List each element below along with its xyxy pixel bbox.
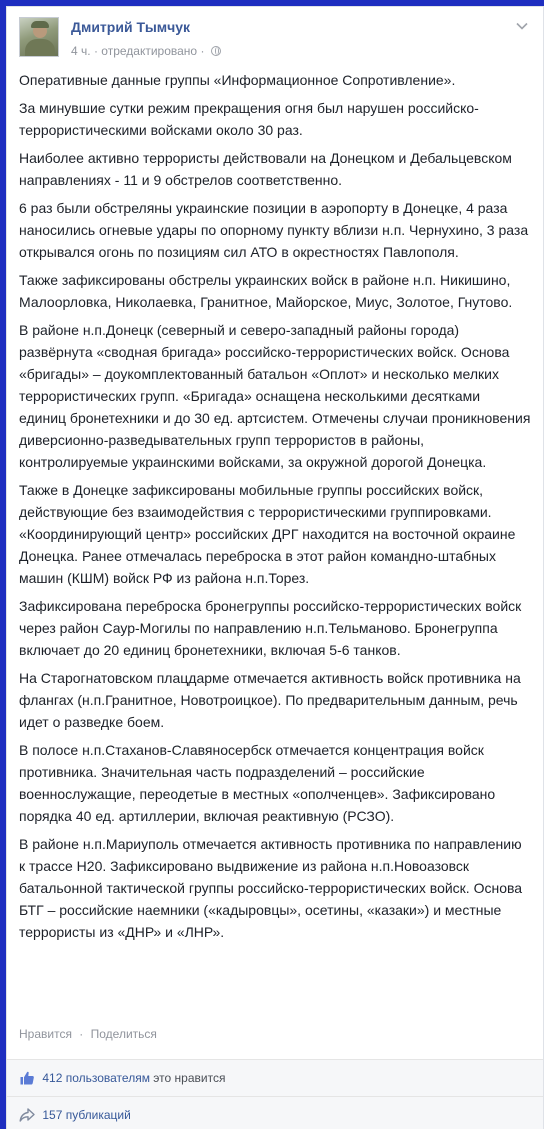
like-link[interactable]: Нравится [19, 1027, 72, 1041]
like-icon [19, 1070, 35, 1086]
post-paragraph: Зафиксирована переброска бронегруппы российско-террористических войск через район Саур-Могилы по направлению н.п.Тельманово. Бронегруппа включает до 20 единиц бронетехники, включая 5-6 танков. [19, 598, 522, 658]
globe-icon[interactable] [211, 46, 221, 56]
post-paragraph: Оперативные данные группы «Информационное Сопротивление». [19, 72, 456, 88]
post-actions [19, 1027, 157, 1041]
chevron-down-icon[interactable] [515, 19, 529, 33]
share-icon [19, 1107, 35, 1123]
shares-count-link[interactable]: 157 публикаций [42, 1108, 131, 1122]
post-card [6, 6, 544, 1129]
post-paragraph: В районе н.п.Донецк (северный и северо-западный районы города) развёрнута «сводная бригада» российско-террористических войск. Основа «бригады» – доукомплектованный батальон «Оплот» и несколько мелких террористических групп. «Бригада» оснащена несколькими десятками единиц бронетехники и до 30 ед. артсистем. Отмечены случаи проникновения диверсионно-разведывательных групп террористов в районы, контролируемые украинскими войсками, за окружной дорогой Донецка. [19, 322, 531, 470]
meta-dot: · [93, 43, 98, 58]
post-text [19, 69, 531, 949]
post-time[interactable]: 4 ч. [71, 43, 91, 58]
edited-label[interactable]: отредактировано [101, 43, 198, 58]
meta-dot: · [200, 43, 205, 58]
post-paragraph: Также в Донецке зафиксированы мобильные группы российских войск, действующие без взаимодействия с террористическими группировками. «Координирующий центр» российских ДРГ находится на восточной окраине Донецка. Ранее отмечалась переброска в этот район командно-штабных машин (КШМ) войск РФ из района н.п.Торез. [19, 482, 516, 586]
post-paragraph: Наиболее активно террористы действовали на Донецком и Дебальцевском направлениях - 11 и 9 обстрелов соответственно. [19, 150, 512, 188]
share-link[interactable]: Поделиться [90, 1027, 157, 1041]
likes-suffix: это нравится [153, 1071, 226, 1085]
post-header [19, 17, 531, 67]
post-paragraph: В районе н.п.Мариуполь отмечается активность противника по направлению к трассе Н20. Зафиксировано выдвижение из района н.п.Новоазовск батальонной тактической группы российско-террористических войск. Основа БТГ – российские наемники («кадыровцы», осетины, «казаки») и местные террористы из «ДНР» и «ЛНР». [19, 836, 523, 940]
author-name[interactable]: Дмитрий Тымчук [71, 19, 191, 35]
post-meta [71, 43, 221, 58]
post-paragraph: На Старогнатовском плацдарме отмечается активность войск противника на флангах (н.п.Гранитное, Новотроицкое). По предварительным данным, речь идет о разведке боем. [19, 670, 521, 730]
likes-count-link[interactable]: 412 пользователям [42, 1071, 150, 1085]
shares-bar [7, 1096, 543, 1129]
avatar[interactable] [19, 17, 59, 57]
likes-bar [7, 1059, 543, 1096]
post-paragraph: В полосе н.п.Стаханов-Славяносербск отмечается концентрация войск противника. Значительная часть подразделений – российские военнослужащие, переодетые в местных «ополченцев». Зафиксировано порядка 40 ед. артиллерии, включая реактивную (РСЗО). [19, 742, 496, 824]
post-paragraph: Также зафиксированы обстрелы украинских войск в районе н.п. Никишино, Малоорловка, Николаевка, Гранитное, Майорское, Миус, Золотое, Гнутово. [19, 272, 513, 310]
action-separator: · [79, 1027, 84, 1041]
post-paragraph: 6 раз были обстреляны украинские позиции в аэропорту в Донецке, 4 раза наносились огневые удары по опорному пункту вблизи н.п. Чернухино, 3 раза открывался огонь по позициям сил АТО в окрестностях Павлополя. [19, 200, 529, 260]
post-paragraph: За минувшие сутки режим прекращения огня был нарушен российско-террористическими войсками около 30 раз. [19, 100, 479, 138]
